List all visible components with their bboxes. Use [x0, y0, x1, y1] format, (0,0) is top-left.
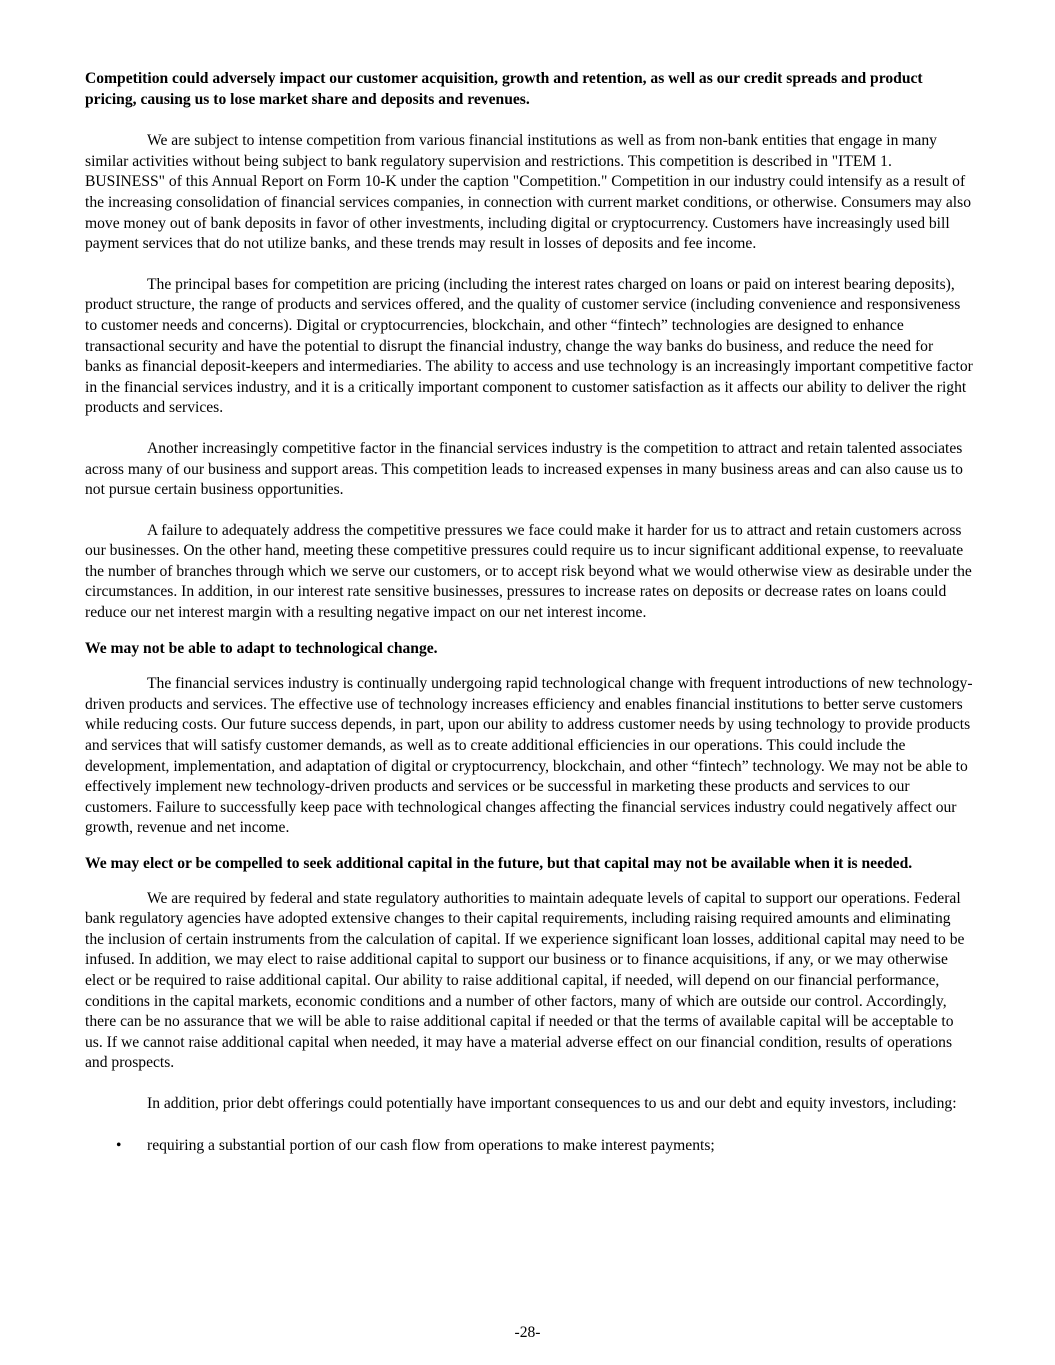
paragraph-competition-1: We are subject to intense competition from various financial institutions as well as from non-bank entities that engage in many similar activities without being subject to bank regulatory supervision and restrictions. This competition is described in "ITEM 1. BUSINESS" of this Annual Report on Form 10-K under the caption "Competition." Competition in our industry could intensify as a result of the increasing consolidation of financial services companies, in connection with current market conditions, or otherwise. Consumers may also move money out of bank deposits in favor of other investments, including digital or cryptocurrency. Customers have increasingly used bill payment services that do not utilize banks, and these trends may result in losses of deposits and fee income. — [85, 132, 972, 253]
paragraph-competition-4: A failure to adequately address the competitive pressures we face could make it harder for us to attract and retain customers across our businesses. On the other hand, meeting these competitive pressures could require us to incur significant additional expense, to reevaluate the number of branches through which we serve our customers, or to accept risk beyond what we would otherwise view as desirable under the circumstances. In addition, in our interest rate sensitive businesses, pressures to increase rates on deposits or decrease rates on loans could reduce our net interest margin with a resulting negative impact on our net interest income. — [85, 521, 972, 622]
paragraph-competition-2: The principal bases for competition are pricing (including the interest rates charged on loans or paid on interest bearing deposits), product structure, the range of products and services offered, and the quality of customer service (including convenience and responsiveness to customer needs and concerns). Digital or cryptocurrencies, blockchain, and other “fintech” technologies are designed to enhance transactional security and have the potential to disrupt the financial industry, change the way banks do business, and reduce the need for banks as financial deposit-keepers and intermediaries. The ability to access and use technology is an increasingly important competitive factor in the financial services industry, and it is a critically important component to customer satisfaction as it affects our ability to deliver the right products and services. — [85, 275, 973, 417]
paragraph-technology-1: The financial services industry is continually undergoing rapid technological change with frequent introductions of new technology-driven products and services. The effective use of technology increases efficiency and enables financial institutions to better serve customers while reducing costs. Our future success depends, in part, upon our ability to address customer needs by using technology to provide products and services that will satisfy customer demands, as well as to create additional efficiencies in our operations. This could include the development, implementation, and adaptation of digital or cryptocurrency, blockchain, and other “fintech” technology. We may not be able to effectively implement new technology-driven products and services or be successful in marketing these products and services to our customers. Failure to successfully keep pace with technological changes affecting the financial services industry could negatively affect our growth, revenue and net income. — [85, 675, 973, 837]
section-heading-competition: Competition could adversely impact our customer acquisition, growth and retention, as well as our credit spreads and product pricing, causing us to lose market share and deposits and revenues. — [85, 70, 923, 108]
bullet-list — [85, 1136, 973, 1157]
paragraph-capital-2: In addition, prior debt offerings could potentially have important consequences to us and our debt and equity investors, including: — [147, 1094, 957, 1112]
bullet-icon: • — [116, 1136, 122, 1154]
page-number: -28- — [514, 1324, 541, 1341]
list-item-text: requiring a substantial portion of our cash flow from operations to make interest payments; — [147, 1136, 715, 1154]
section-heading-capital: We may elect or be compelled to seek additional capital in the future, but that capital may not be available when it is needed. — [85, 855, 913, 872]
paragraph-competition-3: Another increasingly competitive factor in the financial services industry is the competition to attract and retain talented associates across many of our business and support areas. This competition leads to increased expenses in many business areas and can also cause us to not pursue certain business opportunities. — [85, 439, 963, 499]
paragraph-capital-1: We are required by federal and state regulatory authorities to maintain adequate levels of capital to support our operations. Federal bank regulatory agencies have adopted extensive changes to their capital requirements, including raising required amounts and eliminating the inclusion of certain instruments from the calculation of capital. If we experience significant loan losses, additional capital may need to be infused. In addition, we may elect to raise additional capital to support our business or to finance acquisitions, if any, or we may otherwise elect or be required to raise additional capital. Our ability to raise additional capital, if needed, will depend on our financial performance, conditions in the capital markets, economic conditions and a number of other factors, many of which are outside our control. Accordingly, there can be no assurance that we will be able to raise additional capital if needed or that the terms of available capital will be acceptable to us. If we cannot raise additional capital when needed, it may have a material adverse effect on our financial condition, results of operations and prospects. — [85, 889, 965, 1072]
section-heading-technology: We may not be able to adapt to technological change. — [85, 639, 438, 657]
list-item — [85, 1136, 973, 1157]
document-page — [85, 69, 973, 1156]
